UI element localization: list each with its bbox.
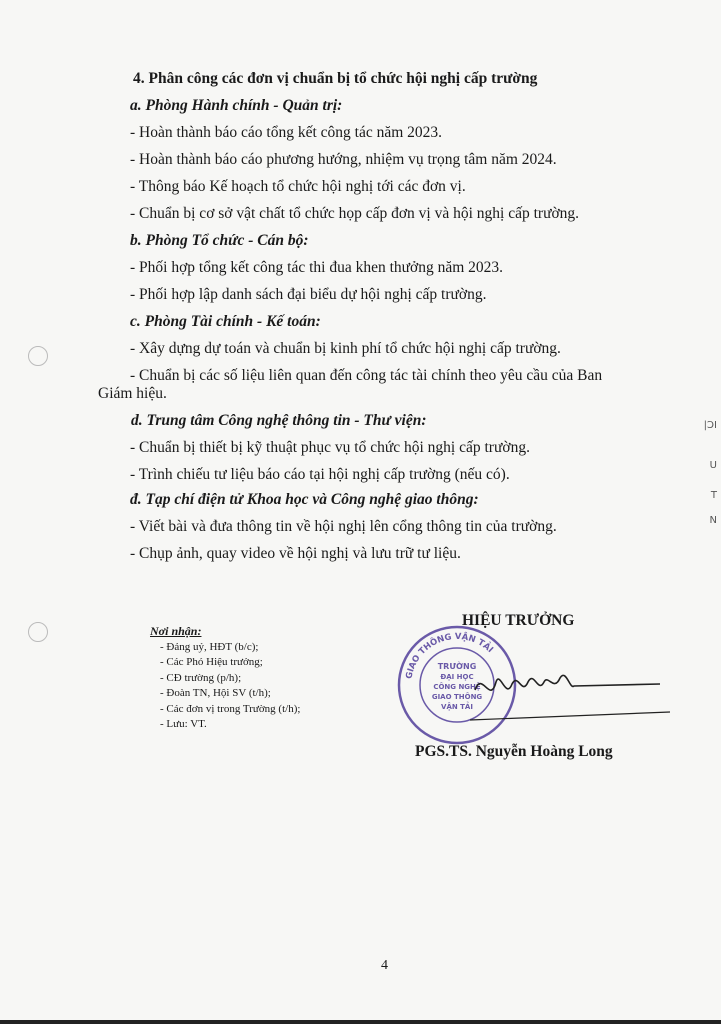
edge-scan-mark: N <box>709 515 717 526</box>
recipients-title: Nơi nhận: <box>150 624 202 638</box>
seal-ring-text: GIAO THÔNG VẬN TẢI <box>404 631 495 680</box>
page-number: 4 <box>381 958 388 973</box>
task-item: - Chụp ảnh, quay video về hội nghị và lưu trữ tư liệu. <box>130 545 461 562</box>
unit-title: c. Phòng Tài chính - Kế toán: <box>130 313 321 330</box>
handwritten-signature <box>470 660 670 730</box>
recipient-item: - Các đơn vị trong Trường (t/h); <box>160 702 301 715</box>
punch-hole-mark <box>28 622 48 642</box>
task-item: - Hoàn thành báo cáo phương hướng, nhiệm vụ trọng tâm năm 2024. <box>130 151 557 168</box>
unit-title: d. Trung tâm Công nghệ thông tin - Thư viện: <box>131 412 427 429</box>
recipient-item: - Các Phó Hiệu trưởng; <box>160 656 263 668</box>
task-item: - Trình chiếu tư liệu báo cáo tại hội nghị cấp trường (nếu có). <box>130 466 510 483</box>
task-item: - Thông báo Kế hoạch tổ chức hội nghị tới các đơn vị. <box>130 178 466 195</box>
punch-hole-mark <box>28 346 48 366</box>
seal-text-line: TRƯỜNG <box>437 662 477 671</box>
task-item: - Chuẩn bị các số liệu liên quan đến công tác tài chính theo yêu cầu của Ban <box>130 367 603 384</box>
recipient-item: - CĐ trường (p/h); <box>160 671 242 684</box>
seal-text-line: VẬN TẢI <box>441 703 473 711</box>
task-item: - Phối hợp lập danh sách đại biểu dự hội nghị cấp trường. <box>130 286 487 303</box>
task-item: - Chuẩn bị thiết bị kỹ thuật phục vụ tổ chức hội nghị cấp trường. <box>130 439 530 456</box>
task-item: - Xây dựng dự toán và chuẩn bị kinh phí tổ chức hội nghị cấp trường. <box>130 340 561 357</box>
task-item: - Phối hợp tổng kết công tác thi đua khen thưởng năm 2023. <box>130 259 504 276</box>
edge-scan-mark: |ƆI <box>703 420 717 431</box>
task-item: - Chuẩn bị cơ sở vật chất tổ chức họp cấp đơn vị và hội nghị cấp trường. <box>130 205 580 222</box>
task-item: - Viết bài và đưa thông tin về hội nghị lên cổng thông tin của trường. <box>130 518 557 535</box>
task-item-continuation: Giám hiệu. <box>98 385 167 402</box>
seal-text-line: GIAO THÔNG <box>431 693 483 701</box>
recipient-item: - Lưu: VT. <box>160 718 207 730</box>
recipient-item: - Đảng uỷ, HĐT (b/c); <box>160 640 259 653</box>
unit-title: b. Phòng Tổ chức - Cán bộ: <box>130 232 309 249</box>
signer-position: HIỆU TRƯỞNG <box>462 612 575 629</box>
edge-scan-mark: U <box>709 460 717 471</box>
recipient-item: - Đoàn TN, Hội SV (t/h); <box>160 687 271 699</box>
section-heading: 4. Phân công các đơn vị chuẩn bị tổ chức hội nghị cấp trường <box>133 70 538 87</box>
signer-name: PGS.TS. Nguyễn Hoàng Long <box>415 743 613 760</box>
seal-text-line: ĐẠI HỌC <box>440 673 474 681</box>
seal-text-line: CÔNG NGHỆ <box>433 683 481 691</box>
unit-title: a. Phòng Hành chính - Quản trị: <box>130 97 343 114</box>
task-item: - Hoàn thành báo cáo tổng kết công tác năm 2023. <box>130 124 443 141</box>
recipients-block <box>150 624 300 733</box>
edge-scan-mark: T <box>710 490 717 501</box>
scan-bottom-edge <box>0 1020 721 1024</box>
unit-title: đ. Tạp chí điện tử Khoa học và Công nghệ giao thông: <box>130 491 479 508</box>
